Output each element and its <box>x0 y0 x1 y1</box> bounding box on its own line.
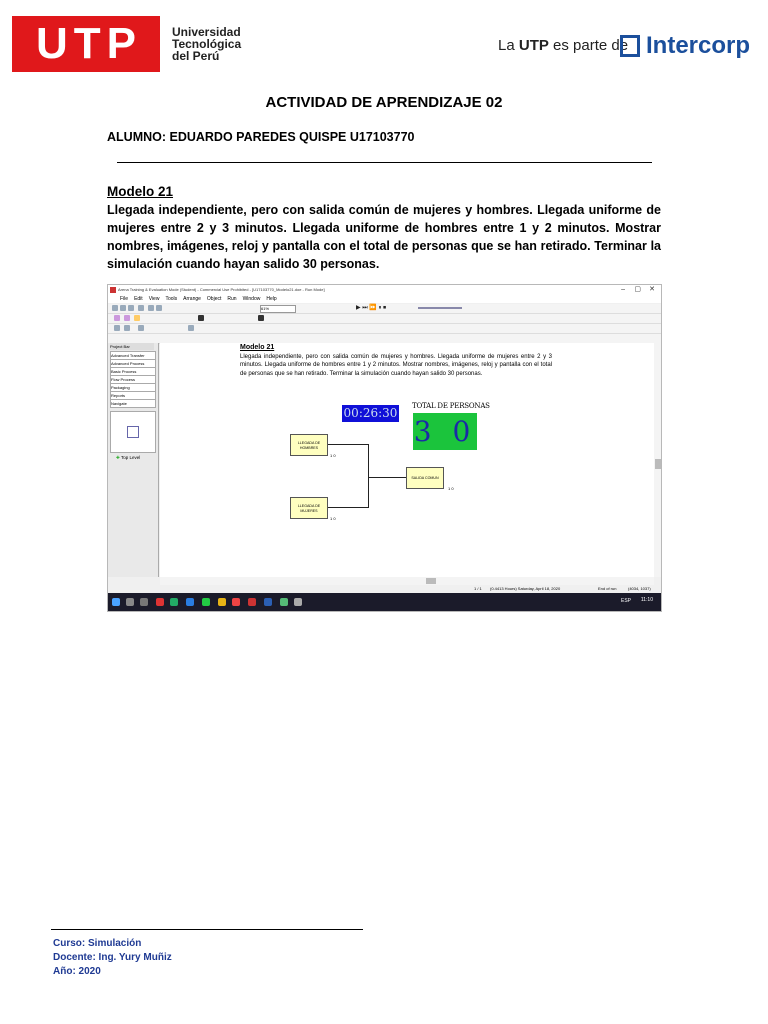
student-line: ALUMNO: EDUARDO PAREDES QUISPE U17103770 <box>107 130 415 144</box>
app-icon-3[interactable] <box>232 598 240 606</box>
project-bar <box>108 343 159 577</box>
toolbar-standard <box>108 304 661 314</box>
logo-letter-p: P <box>106 19 137 68</box>
app-icon-2[interactable] <box>170 598 178 606</box>
task-view-icon[interactable] <box>140 598 148 606</box>
text-color-icon[interactable] <box>198 315 204 321</box>
animate-clock-icon[interactable] <box>114 325 120 331</box>
arena-taskbar-icon[interactable] <box>248 598 256 606</box>
speed-slider[interactable] <box>418 307 462 309</box>
windows-taskbar <box>108 593 661 611</box>
word-icon[interactable] <box>264 598 272 606</box>
menu-view[interactable]: View <box>148 296 160 302</box>
model-heading: Modelo 21 <box>107 184 174 199</box>
intercorp-square-icon <box>620 35 640 57</box>
university-name-line-1: Universidad <box>172 25 241 39</box>
menu-bar <box>108 295 661 303</box>
connector-hombres <box>328 444 368 445</box>
app-icon-4[interactable] <box>280 598 288 606</box>
animate-date-icon[interactable] <box>124 325 130 331</box>
close-icon[interactable]: ✕ <box>649 286 655 293</box>
vertical-scrollbar[interactable] <box>654 343 662 577</box>
counter-label: TOTAL DE PERSONAS <box>412 402 490 410</box>
draw-poly-icon[interactable] <box>124 315 130 321</box>
taskbar-clock[interactable]: 11:10 <box>640 597 653 603</box>
copy-icon[interactable] <box>156 305 162 311</box>
module-hombres-count: 1 0 <box>330 453 336 458</box>
footer-year: Año: 2020 <box>53 966 101 977</box>
panel-flow-process[interactable]: Flow Process <box>110 375 156 384</box>
dispose-module-salida[interactable] <box>406 467 444 489</box>
toolbar-draw <box>108 314 661 324</box>
chrome-icon[interactable] <box>202 598 210 606</box>
panel-basic-process[interactable]: Basic Process <box>110 367 156 376</box>
app-icon-5[interactable] <box>294 598 302 606</box>
app-icon-1[interactable] <box>156 598 164 606</box>
university-name-line-2: Tecnológica <box>172 37 242 51</box>
footer-teacher: Docente: Ing. Yury Muñiz <box>53 952 172 963</box>
document-title: ACTIVIDAD DE APRENDIZAJE 02 <box>265 94 503 111</box>
connector-merge <box>368 444 369 508</box>
status-time: (0.4413 Hours) Saturday, April 18, 2020 <box>490 586 561 591</box>
connector-mujeres <box>328 507 368 508</box>
status-state: End of run <box>598 586 617 591</box>
cut-icon[interactable] <box>148 305 154 311</box>
arena-app-icon <box>110 287 116 293</box>
utp-logo <box>12 16 160 72</box>
model-canvas[interactable] <box>160 343 654 577</box>
top-level-label: Top Level <box>120 455 141 460</box>
module-mujeres-count: 1 0 <box>330 516 336 521</box>
vertical-scroll-thumb[interactable] <box>655 459 661 469</box>
create-module-mujeres[interactable] <box>290 497 328 519</box>
edge-icon[interactable] <box>186 598 194 606</box>
logo-letter-u: U <box>35 19 68 68</box>
horizontal-scrollbar[interactable] <box>160 577 654 585</box>
new-icon[interactable] <box>112 305 118 311</box>
zoom-select[interactable]: 61% <box>260 305 296 313</box>
canvas-description: Llegada independiente, pero con salida común de mujeres y hombres. Llegada uniforme de mujeres entre 2 y 3 minutos. Llegada uniforme de hombres entre 1 y 2 minutos. Mostrar nombres, imágenes, reloj y pantalla con el total de personas que se han retirado. Terminar la simulación cuando hayan salido 30 personas. <box>240 354 552 377</box>
module-salida-label: SALIDA COMUN <box>411 476 439 480</box>
module-mujeres-label: LLEGADA DE MUJERES <box>297 504 321 513</box>
menu-window[interactable]: Window <box>242 296 261 302</box>
animate-queue-icon[interactable] <box>188 325 194 331</box>
create-module-hombres[interactable] <box>290 434 328 456</box>
university-name-line-3: del Perú <box>172 49 220 63</box>
module-hombres-label: LLEGADA DE HOMBRES <box>297 441 321 450</box>
search-icon[interactable] <box>126 598 134 606</box>
panel-advanced-transfer[interactable]: Advanced Transfer <box>110 351 156 360</box>
menu-file[interactable]: File <box>120 296 129 302</box>
folder-icon[interactable] <box>218 598 226 606</box>
model-description: Llegada independiente, pero con salida común de mujeres y hombres. Llegada uniforme de mujeres entre 2 y 3 minutos. Llegada uniforme de hombres entre 1 y 2 minutos. Mostrar nombres, imágenes, reloj y pantalla con el total de personas que se han retirado. Terminar la simulación cuando hayan salido 30 personas. <box>107 203 661 271</box>
animate-variable-icon[interactable] <box>138 325 144 331</box>
fill-color-icon[interactable] <box>134 315 140 321</box>
panel-navigate[interactable]: Navigate <box>110 399 156 408</box>
horizontal-scroll-thumb[interactable] <box>426 578 436 584</box>
status-page: 1 / 1 <box>474 586 482 591</box>
menu-arrange[interactable]: Arrange <box>183 296 201 302</box>
menu-tools[interactable]: Tools <box>165 296 178 302</box>
top-level-link[interactable] <box>116 455 140 461</box>
panel-advanced-process[interactable]: Advanced Process <box>110 359 156 368</box>
intercorp-logo <box>620 32 750 60</box>
footer <box>53 937 172 979</box>
window-title: Arena Training & Evaluation Mode (Student) - Commercial Use Prohibited - [U17103770_Modelo21.doe - Run Mode] <box>118 287 325 292</box>
minimize-icon[interactable]: – <box>621 286 625 293</box>
toolbar-animate <box>108 324 661 334</box>
open-icon[interactable] <box>120 305 126 311</box>
play-icon[interactable]: ▶ ⏭ ⏩ ⏸ ⏹ <box>356 305 387 311</box>
restore-icon[interactable]: ▢ <box>634 286 641 293</box>
intercorp-name: Intercorp <box>646 32 751 59</box>
draw-line-icon[interactable] <box>114 315 120 321</box>
footer-rule <box>51 929 363 930</box>
navigate-panel <box>110 411 156 453</box>
line-style-icon[interactable] <box>258 315 264 321</box>
divider <box>117 162 652 163</box>
menu-object[interactable]: Object <box>206 296 222 302</box>
status-coords: (4034, 1037) <box>628 586 651 591</box>
start-icon[interactable] <box>112 598 120 606</box>
top-level-icon[interactable] <box>127 426 139 438</box>
window-titlebar <box>108 285 661 295</box>
panel-packaging[interactable]: Packaging <box>110 383 156 392</box>
tagline <box>498 37 628 54</box>
save-icon[interactable] <box>128 305 134 311</box>
print-icon[interactable] <box>138 305 144 311</box>
menu-run[interactable]: Run <box>227 296 237 302</box>
project-bar-title: Project Bar <box>110 343 154 350</box>
canvas-heading: Modelo 21 <box>240 344 275 351</box>
language-indicator[interactable]: ESP <box>620 598 631 604</box>
panel-reports[interactable]: Reports <box>110 391 156 400</box>
top-level-arrow-icon: ✚ <box>116 455 120 460</box>
footer-course: Curso: Simulación <box>53 938 142 949</box>
status-bar <box>108 585 661 593</box>
tagline-prefix: La <box>498 37 515 54</box>
counter-display: 3 0 <box>413 415 477 448</box>
menu-edit[interactable]: Edit <box>134 296 143 302</box>
module-salida-count: 1 0 <box>448 486 454 491</box>
arena-screenshot <box>107 284 662 612</box>
tagline-suffix: es parte de <box>553 37 629 54</box>
simulation-clock: 00:26:30 <box>343 406 398 420</box>
menu-help[interactable]: Help <box>266 296 277 302</box>
tagline-brand: UTP <box>518 37 549 54</box>
logo-letter-t: T <box>73 19 101 68</box>
university-name <box>172 26 241 62</box>
